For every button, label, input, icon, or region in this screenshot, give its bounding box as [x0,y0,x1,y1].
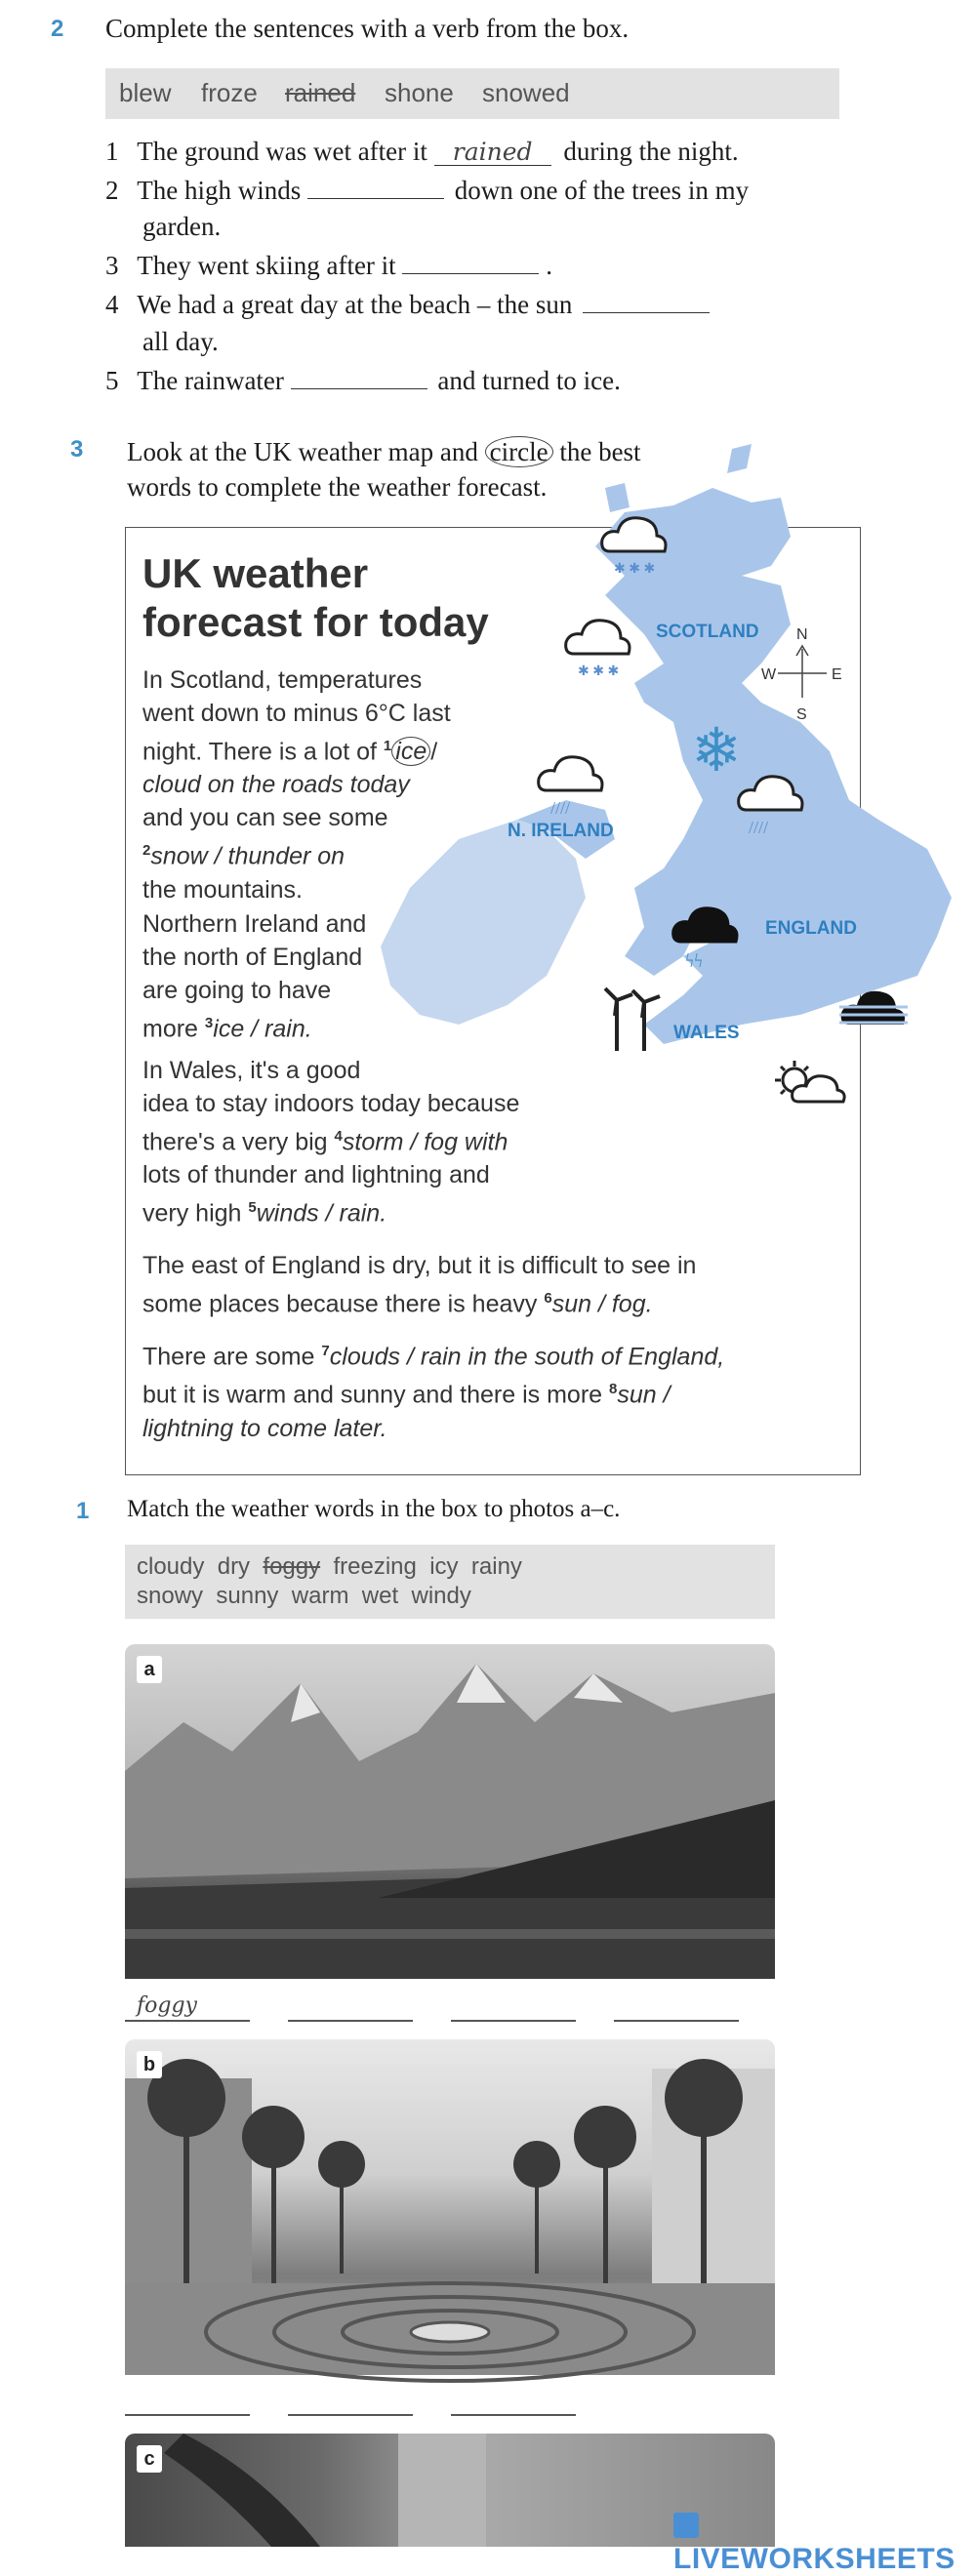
answer-line[interactable] [125,2414,250,2416]
photo-label: c [137,2445,162,2473]
option-text[interactable]: winds / rain. [256,1199,387,1228]
sentence-4-continued: all day. [142,327,219,356]
sentence-number: 4 [105,290,119,319]
svg-text:✱ ✱ ✱: ✱ ✱ ✱ [614,562,656,577]
word-box [125,1545,775,1619]
snowflake-icon [691,718,742,785]
option-text[interactable]: clouds / rain in the south of England, [329,1343,725,1371]
sentence-text: . [546,251,552,280]
superscript-number: 3 [204,1015,214,1031]
exercise-number: 1 [76,1498,90,1524]
superscript-number: 8 [609,1381,618,1398]
exercise-instruction: Match the weather words in the box to photos a–c. [127,1496,621,1522]
photo-b [125,2039,775,2375]
sun-cloud-icon [775,1061,844,1102]
sentence-text: down one of the trees in my [454,176,750,205]
answer-blank[interactable] [583,288,710,313]
sentence-text: The ground was wet after it [137,137,427,166]
island [727,444,752,473]
photo-a [125,1644,775,1979]
word-box-item: blew [119,78,172,107]
word-box-item: froze [201,78,258,107]
word-box-item: wet [361,1583,399,1609]
svg-text:❄: ❄ [691,718,742,785]
circled-option[interactable]: ice [391,737,430,766]
option-text[interactable]: storm / fog with [342,1128,508,1156]
map-label-wales: WALES [673,1023,740,1043]
word-box-item: shone [385,78,454,107]
sentence-text: We had a great day at the beach – the sun [137,290,573,319]
word-box-item: freezing [333,1553,417,1580]
map-label-england: ENGLAND [765,918,857,939]
sentence-number: 1 [105,137,119,166]
forecast-title-line: forecast for today [142,599,489,645]
liveworksheets-logo-icon [673,2513,699,2538]
forecast-paragraph-1: In Scotland, temperatures went down to minus 6°C last night. There is a lot of $^1$ ice / cloud on the roads today and you can see some $^2$snow / thunder on the mountains. [142,666,451,904]
superscript-number: 4 [334,1128,343,1145]
compass-n: N [796,626,808,643]
answer-line[interactable] [288,2414,413,2416]
forecast-paragraph-2: Northern Ireland and the north of England are going to have more $^3$ice / rain. [142,910,367,1043]
compass-w: W [761,666,777,683]
word-box-item: dry [217,1553,251,1580]
word-box-item: snowy [137,1583,204,1609]
word-box-row [137,1552,763,1582]
forecast-paragraph-5: There are some $^7$clouds / rain in the south of England, but it is warm and sunny and there is more $^8$sun / lightning to come later. [142,1343,725,1442]
exercise-number: 3 [70,436,84,463]
forecast-title [142,549,489,647]
instruction-text: Look at the UK weather map and [127,437,478,466]
answer-line[interactable] [451,2020,576,2022]
word-box-item-crossed: foggy [263,1553,321,1580]
example-answer: rained [434,141,551,166]
map-label-n-ireland: N. IRELAND [508,821,614,841]
sentence-2-continued: garden. [142,212,222,241]
svg-text:////: //// [749,818,769,837]
photo-b-palm-avenue [125,2039,775,2375]
exercise-number: 2 [51,16,64,42]
liveworksheets-watermark [673,2510,976,2576]
word-box-item: cloudy [137,1553,205,1580]
superscript-number: 7 [321,1343,330,1359]
word-box-item: windy [411,1583,471,1609]
word-box-item: warm [291,1583,349,1609]
island [605,483,630,512]
word-box-item: snowed [482,78,570,107]
option-text[interactable]: snow / thunder on [150,842,346,870]
superscript-number: 1 [383,738,392,754]
superscript-number: 6 [544,1290,552,1307]
answer-blank[interactable] [291,364,427,389]
option-text[interactable]: lightning to come later. [142,1414,387,1442]
sentence-3 [105,246,552,285]
example-answer: foggy [137,1993,197,2018]
word-box-item: rainy [470,1553,522,1580]
cloud-snow-icon [566,621,630,679]
option-text[interactable]: ice / rain. [213,1015,312,1043]
word-box-row [137,1582,763,1611]
sentence-text: The high winds [137,176,302,205]
forecast-title-line: UK weather [142,550,369,596]
forecast-paragraph-3: In Wales, it's a good idea to stay indoors today because there's a very big $^4$storm / fog with lots of thunder and lightning and very high $^5$winds / rain. [142,1057,520,1228]
sentence-4 [105,285,710,324]
answer-blank[interactable] [402,249,539,274]
sentence-text: and turned to ice. [437,366,621,395]
compass-e: E [832,666,842,683]
sentence-text: The rainwater [137,366,284,395]
sentence-text: during the night. [563,137,739,166]
circled-word: circle [485,436,553,467]
photo-a-mountains [125,1644,775,1979]
sentence-number: 3 [105,251,119,280]
svg-text:////: //// [550,798,571,818]
option-text[interactable]: sun / [617,1381,671,1409]
map-label-scotland: SCOTLAND [656,622,759,642]
exercise-instruction: Complete the sentences with a verb from the box. [105,14,630,43]
word-box-item: sunny [216,1583,279,1609]
forecast-paragraph-4: The east of England is dry, but it is difficult to see in some places because there is heavy $^6$sun / fog. [142,1252,697,1318]
watermark-text: LIVEWORKSHEETS [673,2543,956,2575]
sentence-5 [105,361,621,400]
word-box-item: icy [429,1553,459,1580]
answer-line[interactable] [125,2020,250,2022]
answer-line[interactable] [451,2414,576,2416]
instruction-text: words to complete the weather forecast. [127,472,548,502]
answer-line[interactable] [288,2020,413,2022]
compass-s: S [796,706,807,723]
photo-label: b [137,2051,162,2078]
photo-label: a [137,1656,162,1683]
answer-line[interactable] [614,2020,739,2022]
svg-text:ϟϟ: ϟϟ [685,950,704,972]
sentence-2 [105,171,749,210]
instruction-text: the best [559,437,641,466]
sentence-text: They went skiing after it [137,251,396,280]
sentence-number: 5 [105,366,119,395]
answer-blank[interactable] [307,174,444,199]
svg-text:✱ ✱ ✱: ✱ ✱ ✱ [578,664,620,679]
option-text[interactable]: cloud on the roads today [142,771,410,799]
sentence-number: 2 [105,176,119,205]
superscript-number: 5 [248,1199,257,1217]
word-box-item-crossed: rained [285,78,356,107]
option-text[interactable]: sun / fog. [551,1290,653,1318]
superscript-number: 2 [142,842,151,860]
sentence-1 [105,132,739,171]
word-box [105,68,839,119]
